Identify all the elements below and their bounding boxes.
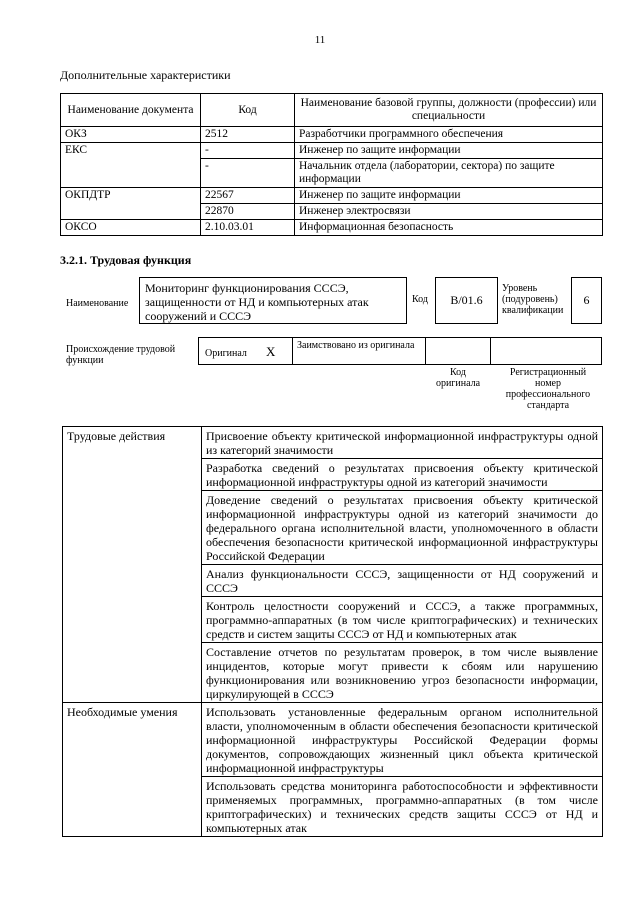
cell-name: Инженер электросвязи — [295, 204, 603, 220]
name-label: Наименование — [66, 298, 129, 309]
actions-label: Трудовые действия — [63, 427, 202, 703]
additional-characteristics-title: Дополнительные характеристики — [60, 68, 231, 82]
original-label: Оригинал — [205, 348, 247, 359]
origin-divider — [490, 337, 491, 365]
origin-label: Происхождение трудовой функции — [66, 344, 176, 366]
table-row — [61, 143, 603, 159]
borrowed-label: Заимствовано из оригинала — [297, 340, 415, 351]
additional-characteristics-table — [60, 93, 603, 236]
level-label: Уровень (подуровень) квалификации — [502, 283, 564, 316]
level-box: 6 — [571, 277, 602, 324]
cell-name: Инженер по защите информации — [295, 143, 603, 159]
action-item: Анализ функциональности СССЭ, защищенности от НД сооружений и СССЭ — [202, 565, 603, 597]
cell-code: - — [201, 143, 295, 159]
origin-divider — [292, 337, 293, 365]
cell-document: ЕКС — [61, 143, 201, 188]
action-item: Доведение сведений о результатах присвоения объекту критической информационной инфраструктуры одной из категорий значимости до федерального органа исполнительной власти, уполномоченного в области обеспечения безопасности критической информационной инфраструктуры Российской Федерации — [202, 491, 603, 565]
page-number: 11 — [314, 34, 326, 46]
origin-code-label: Код оригинала — [435, 367, 481, 389]
action-item: Разработка сведений о результатах присвоения объекту критической информационной инфраструктуры одной из категорий значимости — [202, 459, 603, 491]
table-row — [61, 188, 603, 204]
labor-function-details-table — [62, 426, 603, 837]
cell-name: Начальник отдела (лаборатории, сектора) по защите информации — [295, 159, 603, 188]
table-row — [63, 427, 603, 459]
cell-code: 22567 — [201, 188, 295, 204]
cell-name: Инженер по защите информации — [295, 188, 603, 204]
registration-number-label: Регистрационный номер профессионального стандарта — [505, 367, 591, 411]
skills-label: Необходимые умения — [63, 703, 202, 837]
action-item: Присвоение объекту критической информационной инфраструктуры одной из категорий значимости — [202, 427, 603, 459]
labor-function-title: 3.2.1. Трудовая функция — [60, 253, 192, 267]
cell-document: ОКЗ — [61, 127, 201, 143]
cell-name: Разработчики программного обеспечения — [295, 127, 603, 143]
original-mark: X — [266, 344, 276, 359]
cell-document: ОКПДТР — [61, 188, 201, 220]
action-item: Составление отчетов по результатам проверок, в том числе выявление инцидентов, которые могут привести к сбоям или нарушению функционирования или возникновению угроз безопасности информации, циркулирующей в СССЭ — [202, 643, 603, 703]
table-header-row — [61, 94, 603, 127]
table-row — [61, 220, 603, 236]
header-base-group: Наименование базовой группы, должности (профессии) или специальности — [295, 94, 603, 127]
header-document: Наименование документа — [61, 94, 201, 127]
header-code: Код — [201, 94, 295, 127]
cell-code: 2.10.03.01 — [201, 220, 295, 236]
function-name-box: Мониторинг функционирования СССЭ, защищенности от НД и компьютерных атак сооружений и СССЭ — [139, 277, 407, 324]
cell-code: 2512 — [201, 127, 295, 143]
cell-document: ОКСО — [61, 220, 201, 236]
skill-item: Использовать средства мониторинга работоспособности и эффективности применяемых программных, программно-аппаратных (в том числе криптографических) и технических средств защиты СССЭ от НД и компьютерных атак — [202, 777, 603, 837]
origin-divider — [425, 337, 426, 365]
table-row — [61, 127, 603, 143]
action-item: Контроль целостности сооружений и СССЭ, а также программных, программно-аппаратных (в том числе криптографических) и технических средств и систем защиты СССЭ от НД и компьютерных атак — [202, 597, 603, 643]
code-label: Код — [412, 294, 428, 305]
table-row — [63, 703, 603, 777]
function-code-box: B/01.6 — [435, 277, 498, 324]
cell-name: Информационная безопасность — [295, 220, 603, 236]
cell-code: - — [201, 159, 295, 188]
skill-item: Использовать установленные федеральным органом исполнительной власти, уполномоченным в области обеспечения безопасности критической информационной инфраструктуры Российской Федерации формы документов, сопровождающих жизненный цикл объекта критической информационной инфраструктуры — [202, 703, 603, 777]
cell-code: 22870 — [201, 204, 295, 220]
